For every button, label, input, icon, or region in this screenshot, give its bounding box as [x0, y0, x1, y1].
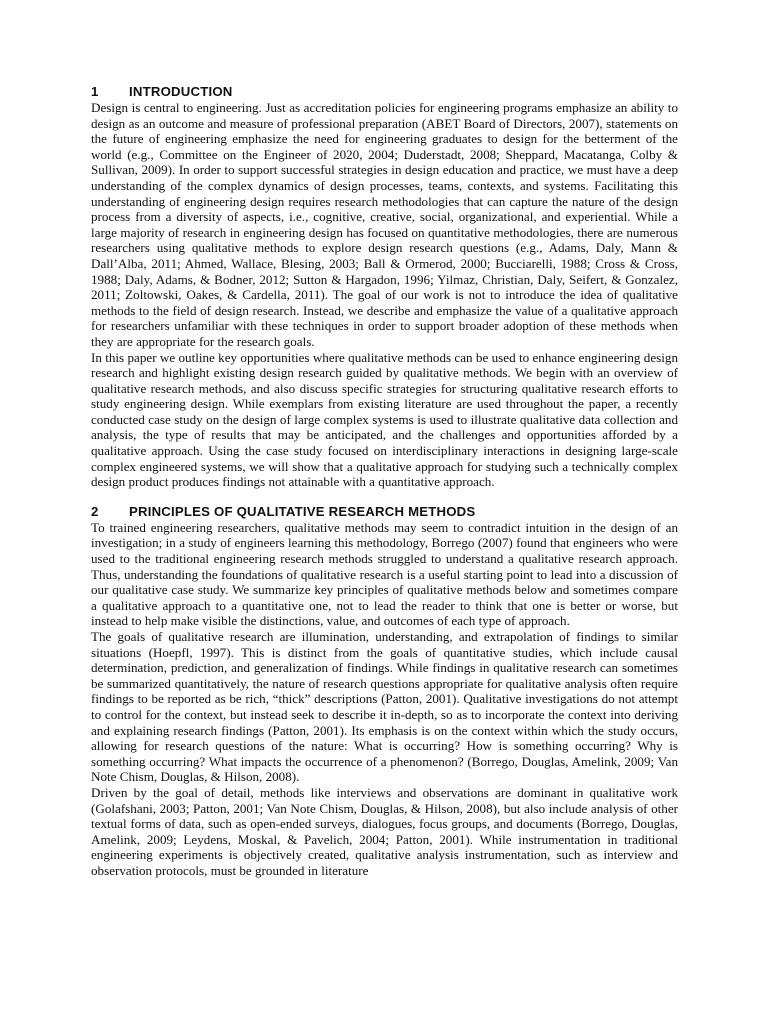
section-title: PRINCIPLES OF QUALITATIVE RESEARCH METHODS	[129, 503, 476, 519]
paragraph: Design is central to engineering. Just as accreditation policies for engineering programs emphasize an ability to design as an outcome and measure of professional preparation (ABET Board of Directors, 2007), statements on the future of engineering emphasize the need for engineering graduates to design for the betterment of the world (e.g., Committee on the Engineer of 2020, 2004; Duderstadt, 2008; Sheppard, Macatanga, Colby & Sullivan, 2009). In order to support successful strategies in design education and practice, we must have a deep understanding of the complex dynamics of design processes, teams, contexts, and systems. Facilitating this understanding of engineering design requires research methodologies that can capture the nature of the design process from a diversity of aspects, i.e., cognitive, creative, social, organizational, and experiential. While a large majority of research in engineering design has focused on quantitative methodologies, there are numerous researchers using qualitative methods to explore design research questions (e.g., Adams, Daly, Mann & Dall’Alba, 2011; Ahmed, Wallace, Blesing, 2003; Ball & Ormerod, 2000; Bucciarelli, 1988; Cross & Cross, 1988; Daly, Adams, & Bodner, 2012; Sutton & Hargadon, 1996; Yilmaz, Christian, Daly, Seifert, & Gonzalez, 2011; Zoltowski, Oakes, & Cardella, 2011). The goal of our work is not to introduce the idea of qualitative methods to the field of design research. Instead, we describe and emphasize the value of a qualitative approach for researchers unfamiliar with these techniques in order to support broader adoption of these methods when they are appropriate for the research goals.	[91, 100, 678, 349]
document-page	[91, 84, 678, 879]
section-heading	[91, 504, 678, 520]
section-title: INTRODUCTION	[129, 84, 233, 99]
paragraph: In this paper we outline key opportunities where qualitative methods can be used to enhance engineering design research and highlight existing design research guided by qualitative methods. We begin with an overview of qualitative research methods, and also discuss specific strategies for structuring qualitative research efforts to study engineering design. While exemplars from existing literature are used throughout the paper, a recently conducted case study on the design of large complex systems is used to illustrate qualitative data collection and analysis, the type of results that may be anticipated, and the challenges and opportunities afforded by a qualitative approach. Using the case study focused on interdisciplinary interactions in designing large-scale complex engineered systems, we will show that a qualitative approach for studying such a technically complex design product produces findings not attainable with a quantitative approach.	[91, 349, 678, 490]
section-introduction	[91, 84, 678, 490]
paragraph: The goals of qualitative research are illumination, understanding, and extrapolation of findings to similar situations (Hoepfl, 1997). This is distinct from the goals of quantitative studies, which include causal determination, prediction, and generalization of findings. While findings in qualitative research can sometimes be summarized quantitatively, the nature of research questions appropriate for qualitative analysis often require findings to be reported as be rich, “thick” descriptions (Patton, 2001). Qualitative investigations do not attempt to control for the context, but instead seek to describe it in-depth, so as to incorporate the context into deriving and explaining research findings (Patton, 2001). Its emphasis is on the context within which the study occurs, allowing for research questions of the nature: What is occurring? How is something occurring? Why is something occurring? What impacts the occurrence of a phenomenon? (Borrego, Douglas, Amelink, 2009; Van Note Chism, Douglas, & Hilson, 2008).	[91, 629, 678, 785]
section-number: 1	[91, 84, 99, 99]
paragraph: To trained engineering researchers, qualitative methods may seem to contradict intuition in the design of an investigation; in a study of engineers learning this methodology, Borrego (2007) found that engineers who were used to the traditional engineering research methods struggled to understand a qualitative research approach. Thus, understanding the foundations of qualitative research is a useful starting point to lead into a discussion of our qualitative case study. We summarize key principles of qualitative methods below and sometimes compare a qualitative approach to a quantitative one, not to lead the reader to think that one is better or worse, but instead to help make visible the distinctions, value, and outcomes of each type of approach.	[91, 519, 678, 629]
section-heading	[91, 84, 678, 100]
section-number: 2	[91, 503, 99, 519]
section-principles	[91, 504, 678, 879]
paragraph: Driven by the goal of detail, methods like interviews and observations are dominant in qualitative work (Golafshani, 2003; Patton, 2001; Van Note Chism, Douglas, & Hilson, 2008), but also include analysis of other textual forms of data, such as open-ended surveys, dialogues, focus groups, and documents (Borrego, Douglas, Amelink, 2009; Leydens, Moskal, & Pavelich, 2004; Patton, 2001). While instrumentation in traditional engineering experiments is objectively created, qualitative analysis instrumentation, such as interview and observation protocols, must be grounded in literature	[91, 784, 678, 878]
